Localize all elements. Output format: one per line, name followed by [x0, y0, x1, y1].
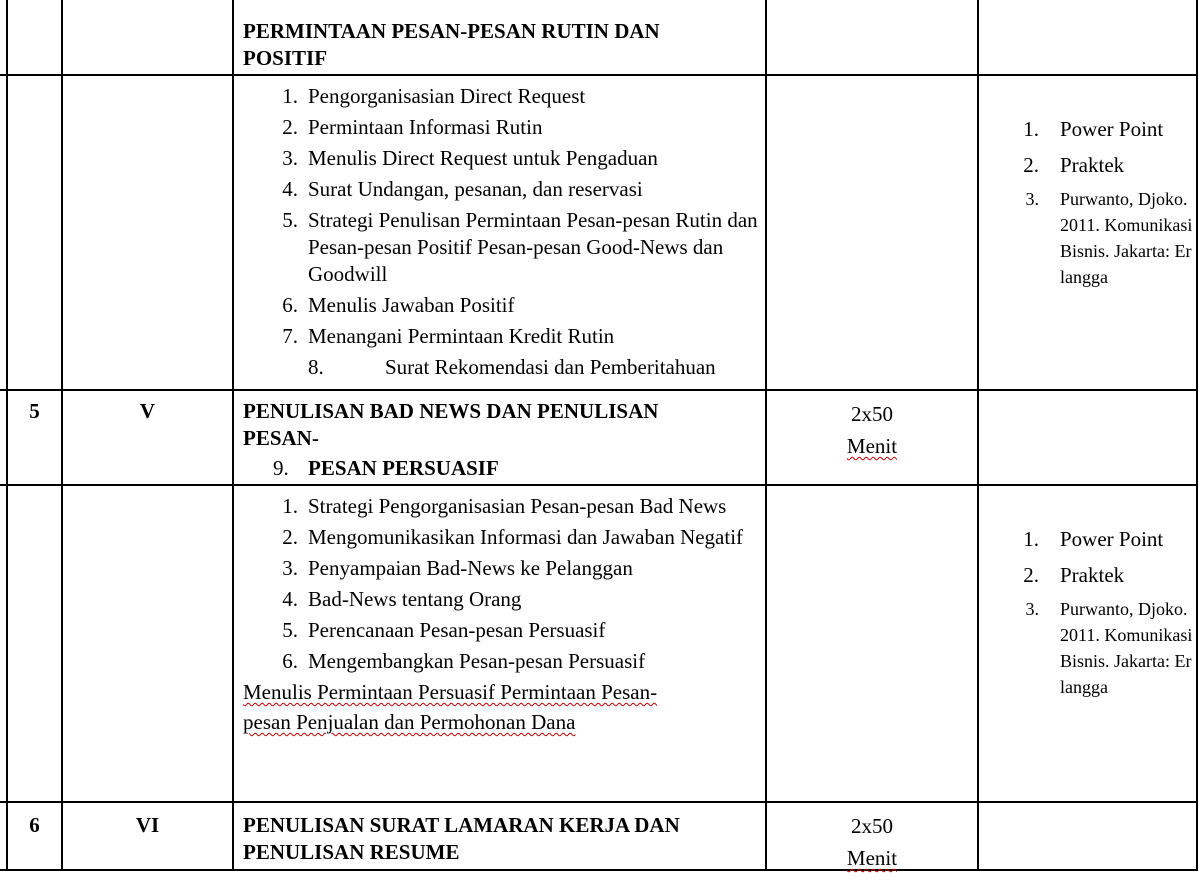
- list-item-text: Pengorganisasian Direct Request: [308, 84, 586, 108]
- topic-title-line: PENULISAN RESUME: [243, 840, 460, 864]
- list-item: [243, 354, 765, 381]
- list-item-text: Menulis Jawaban Positif: [308, 293, 515, 317]
- media-item-number: 2.: [1023, 563, 1039, 587]
- media-item-text: Power Point: [1060, 527, 1164, 551]
- list-item-number: 6.: [282, 293, 298, 317]
- media-item-text: Purwanto, Djoko. 2011. KomunikasiBisnis. Jakarta: Erlangga: [1060, 599, 1193, 697]
- list-item-number: 4.: [282, 177, 298, 201]
- row-divider: [0, 74, 1198, 76]
- table-border-left: [6, 0, 8, 871]
- topic-title-line: POSITIF: [243, 46, 328, 70]
- list-item-number: 3.: [282, 146, 298, 170]
- topic-sub-item: [243, 455, 758, 485]
- list-item-number: 3.: [282, 556, 298, 580]
- media-item-number: 1.: [1023, 527, 1039, 551]
- list-item: [243, 555, 765, 582]
- extra-line: pesan Penjualan dan Permohonan Dana: [243, 710, 576, 734]
- list-item-text: Menulis Direct Request untuk Pengaduan: [308, 146, 658, 170]
- list-item-text: Permintaan Informasi Rutin: [308, 115, 543, 139]
- list-item: [243, 145, 765, 172]
- list-item-number: 7.: [282, 324, 298, 348]
- list-item-text: Surat Undangan, pesanan, dan reservasi: [308, 177, 643, 201]
- list-item: [243, 648, 765, 675]
- topic-title-cell: [243, 812, 758, 866]
- media-item: [979, 596, 1194, 700]
- subtopic-list-cell: [243, 493, 765, 737]
- list-item-text: Bad-News tentang Orang: [308, 587, 522, 611]
- list-item: [243, 323, 765, 350]
- meeting-roman: V: [139, 399, 156, 423]
- duration-value: 2x50: [851, 402, 893, 426]
- subtopic-extra-text: [243, 677, 765, 737]
- list-item-number: 5.: [282, 618, 298, 642]
- subtopic-list-cell: [243, 83, 765, 381]
- media-item: [979, 150, 1194, 180]
- list-item-number: 2.: [282, 115, 298, 139]
- media-item: [979, 560, 1194, 590]
- list-item: [243, 176, 765, 203]
- media-item-text: Purwanto, Djoko. 2011. KomunikasiBisnis. Jakarta: Erlangga: [1060, 189, 1193, 287]
- media-list: [979, 114, 1194, 290]
- duration-unit: Menit: [846, 434, 898, 458]
- subtopic-list: [243, 493, 765, 675]
- list-item: [243, 83, 765, 110]
- list-item: [243, 114, 765, 141]
- media-item-text: Praktek: [1060, 153, 1125, 177]
- subtopic-list: [243, 83, 765, 350]
- media-list-cell: [979, 114, 1194, 296]
- list-item-number: 8.: [308, 355, 324, 379]
- media-list: [979, 524, 1194, 700]
- duration-unit: Menit: [846, 846, 898, 870]
- list-item-number: 1.: [282, 84, 298, 108]
- media-list-cell: [979, 524, 1194, 706]
- list-item-text: Perencanaan Pesan-pesan Persuasif: [308, 618, 606, 642]
- duration-value: 2x50: [851, 814, 893, 838]
- column-divider: [232, 0, 234, 871]
- media-item: [979, 186, 1194, 290]
- table-border-bottom: [0, 869, 1198, 871]
- list-item: [243, 524, 765, 551]
- duration-cell: [767, 398, 977, 462]
- list-item-text: Surat Rekomendasi dan Pemberitahuan: [385, 355, 716, 379]
- list-item-text: Menangani Permintaan Kredit Rutin: [308, 324, 615, 348]
- duration-cell: [767, 810, 977, 874]
- list-item-number: 1.: [282, 494, 298, 518]
- list-item-text: Strategi Pengorganisasian Pesan-pesan Bad News: [308, 494, 727, 518]
- topic-title-line: PERMINTAAN PESAN-PESAN RUTIN DAN: [243, 19, 660, 43]
- topic-title-cell: [243, 18, 758, 72]
- list-item-number: 9.: [273, 456, 289, 480]
- media-item-number: 3.: [1025, 599, 1039, 619]
- list-item-number: 5.: [282, 208, 298, 232]
- media-item-text: Praktek: [1060, 563, 1125, 587]
- list-item-text: Strategi Penulisan Permintaan Pesan-pesan Rutin dan Pesan-pesan Positif Pesan-pesan Good-News dan Goodwill: [308, 208, 758, 286]
- media-item-text: Power Point: [1060, 117, 1164, 141]
- list-item-text: Mengembangkan Pesan-pesan Persuasif: [308, 649, 646, 673]
- list-item: [243, 586, 765, 613]
- table-border-right: [1196, 0, 1198, 871]
- list-item: [243, 617, 765, 644]
- list-item: [243, 292, 765, 319]
- list-item-text: PESAN PERSUASIF: [308, 456, 499, 480]
- list-item-number: 2.: [282, 525, 298, 549]
- meeting-roman: VI: [135, 813, 160, 837]
- list-item: [243, 207, 765, 288]
- list-item-text: Mengomunikasikan Informasi dan Jawaban Negatif: [308, 525, 744, 549]
- column-divider: [61, 0, 63, 871]
- topic-title-line: PENULISAN SURAT LAMARAN KERJA DAN: [243, 813, 680, 837]
- topic-title-cell: [243, 398, 758, 485]
- media-item-number: 2.: [1023, 153, 1039, 177]
- session-number: 5: [29, 399, 40, 423]
- topic-title-line: PENULISAN BAD NEWS DAN PENULISAN: [243, 399, 659, 423]
- media-item-number: 3.: [1025, 189, 1039, 209]
- topic-title-line: PESAN-: [243, 426, 319, 450]
- extra-line: Menulis Permintaan Persuasif Permintaan Pesan-: [243, 680, 658, 704]
- row-divider: [0, 801, 1198, 803]
- list-item-number: 6.: [282, 649, 298, 673]
- session-number: 6: [29, 813, 40, 837]
- media-item-number: 1.: [1023, 117, 1039, 141]
- list-item-number: 4.: [282, 587, 298, 611]
- list-item: [243, 493, 765, 520]
- media-item: [979, 114, 1194, 144]
- list-item-text: Penyampaian Bad-News ke Pelanggan: [308, 556, 633, 580]
- row-divider: [0, 389, 1198, 391]
- media-item: [979, 524, 1194, 554]
